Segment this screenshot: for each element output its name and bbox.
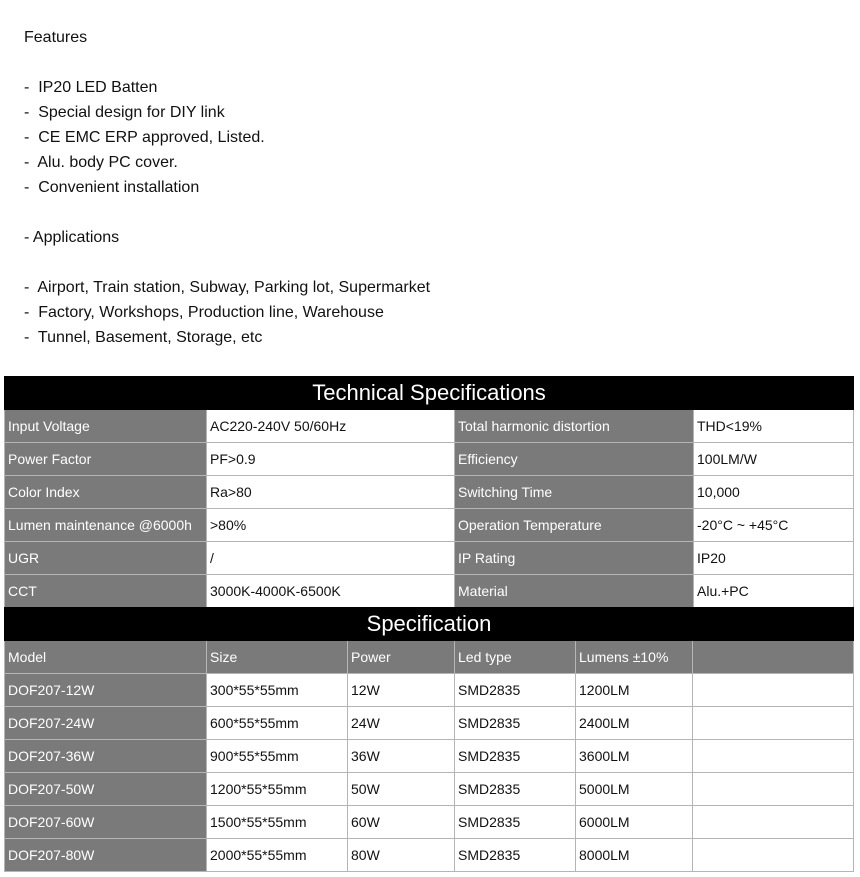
- spec-value: 3000K-4000K-6500K: [207, 575, 455, 608]
- model-cell: DOF207-60W: [5, 806, 207, 839]
- spec-value: IP20: [694, 542, 854, 575]
- application-item: - Tunnel, Basement, Storage, etc: [24, 329, 263, 346]
- led-type-cell: SMD2835: [455, 806, 576, 839]
- lumens-cell: 8000LM: [576, 839, 693, 872]
- empty-cell: [693, 839, 854, 872]
- spec-value: AC220-240V 50/60Hz: [207, 410, 455, 443]
- table-header-row: [5, 641, 854, 674]
- technical-specifications-table: [4, 376, 854, 608]
- spec-label: Total harmonic distortion: [455, 410, 694, 443]
- spacer: [24, 53, 430, 78]
- column-header: Led type: [455, 641, 576, 674]
- table-row: [5, 542, 854, 575]
- spec-value: >80%: [207, 509, 455, 542]
- spacer: [24, 203, 430, 228]
- feature-item: - Alu. body PC cover.: [24, 154, 178, 171]
- spec-label: Operation Temperature: [455, 509, 694, 542]
- table-row: [5, 707, 854, 740]
- size-cell: 2000*55*55mm: [207, 839, 348, 872]
- lumens-cell: 2400LM: [576, 707, 693, 740]
- empty-cell: [693, 773, 854, 806]
- spec-label: Color Index: [5, 476, 207, 509]
- table-row: [5, 476, 854, 509]
- table-row: [5, 410, 854, 443]
- led-type-cell: SMD2835: [455, 773, 576, 806]
- table-banner: [5, 608, 854, 641]
- feature-item: - Special design for DIY link: [24, 104, 225, 121]
- size-cell: 1200*55*55mm: [207, 773, 348, 806]
- power-cell: 12W: [348, 674, 455, 707]
- spec-value: 10,000: [694, 476, 854, 509]
- intro-text: [24, 28, 430, 353]
- applications-title: - Applications: [24, 229, 120, 246]
- model-cell: DOF207-36W: [5, 740, 207, 773]
- empty-cell: [693, 674, 854, 707]
- spec-label: Lumen maintenance @6000h: [5, 509, 207, 542]
- led-type-cell: SMD2835: [455, 674, 576, 707]
- column-header: Power: [348, 641, 455, 674]
- spec-value: THD<19%: [694, 410, 854, 443]
- column-header: Lumens ±10%: [576, 641, 693, 674]
- lumens-cell: 6000LM: [576, 806, 693, 839]
- table-row: [5, 773, 854, 806]
- column-header: Model: [5, 641, 207, 674]
- power-cell: 24W: [348, 707, 455, 740]
- size-cell: 1500*55*55mm: [207, 806, 348, 839]
- spacer: [24, 253, 430, 278]
- model-cell: DOF207-12W: [5, 674, 207, 707]
- model-cell: DOF207-80W: [5, 839, 207, 872]
- spec-label: Efficiency: [455, 443, 694, 476]
- table-row: [5, 509, 854, 542]
- table-row: [5, 674, 854, 707]
- spec-label: Power Factor: [5, 443, 207, 476]
- spec-value: Alu.+PC: [694, 575, 854, 608]
- led-type-cell: SMD2835: [455, 839, 576, 872]
- table-row: [5, 740, 854, 773]
- empty-cell: [693, 806, 854, 839]
- table-row: [5, 575, 854, 608]
- lumens-cell: 1200LM: [576, 674, 693, 707]
- spec-value: PF>0.9: [207, 443, 455, 476]
- column-header: [693, 641, 854, 674]
- empty-cell: [693, 740, 854, 773]
- size-cell: 300*55*55mm: [207, 674, 348, 707]
- model-cell: DOF207-24W: [5, 707, 207, 740]
- spec-label: Switching Time: [455, 476, 694, 509]
- specification-table: [4, 607, 854, 872]
- application-item: - Airport, Train station, Subway, Parking lot, Supermarket: [24, 279, 431, 296]
- size-cell: 600*55*55mm: [207, 707, 348, 740]
- feature-item: - IP20 LED Batten: [24, 79, 158, 96]
- lumens-cell: 3600LM: [576, 740, 693, 773]
- column-header: Size: [207, 641, 348, 674]
- spec-title: Specification: [5, 608, 854, 641]
- application-item: - Factory, Workshops, Production line, Warehouse: [24, 304, 384, 321]
- spec-label: IP Rating: [455, 542, 694, 575]
- tech-spec-title: Technical Specifications: [5, 377, 854, 410]
- features-title: Features: [24, 29, 88, 46]
- feature-item: - CE EMC ERP approved, Listed.: [24, 129, 265, 146]
- model-cell: DOF207-50W: [5, 773, 207, 806]
- led-type-cell: SMD2835: [455, 740, 576, 773]
- table-row: [5, 806, 854, 839]
- spec-label: Input Voltage: [5, 410, 207, 443]
- spec-value: /: [207, 542, 455, 575]
- table-row: [5, 839, 854, 872]
- size-cell: 900*55*55mm: [207, 740, 348, 773]
- spec-label: CCT: [5, 575, 207, 608]
- power-cell: 36W: [348, 740, 455, 773]
- spec-label: UGR: [5, 542, 207, 575]
- lumens-cell: 5000LM: [576, 773, 693, 806]
- spec-value: -20°C ~ +45°C: [694, 509, 854, 542]
- power-cell: 80W: [348, 839, 455, 872]
- power-cell: 50W: [348, 773, 455, 806]
- feature-item: - Convenient installation: [24, 179, 200, 196]
- spec-value: 100LM/W: [694, 443, 854, 476]
- led-type-cell: SMD2835: [455, 707, 576, 740]
- spec-value: Ra>80: [207, 476, 455, 509]
- table-banner: [5, 377, 854, 410]
- power-cell: 60W: [348, 806, 455, 839]
- table-row: [5, 443, 854, 476]
- spec-label: Material: [455, 575, 694, 608]
- empty-cell: [693, 707, 854, 740]
